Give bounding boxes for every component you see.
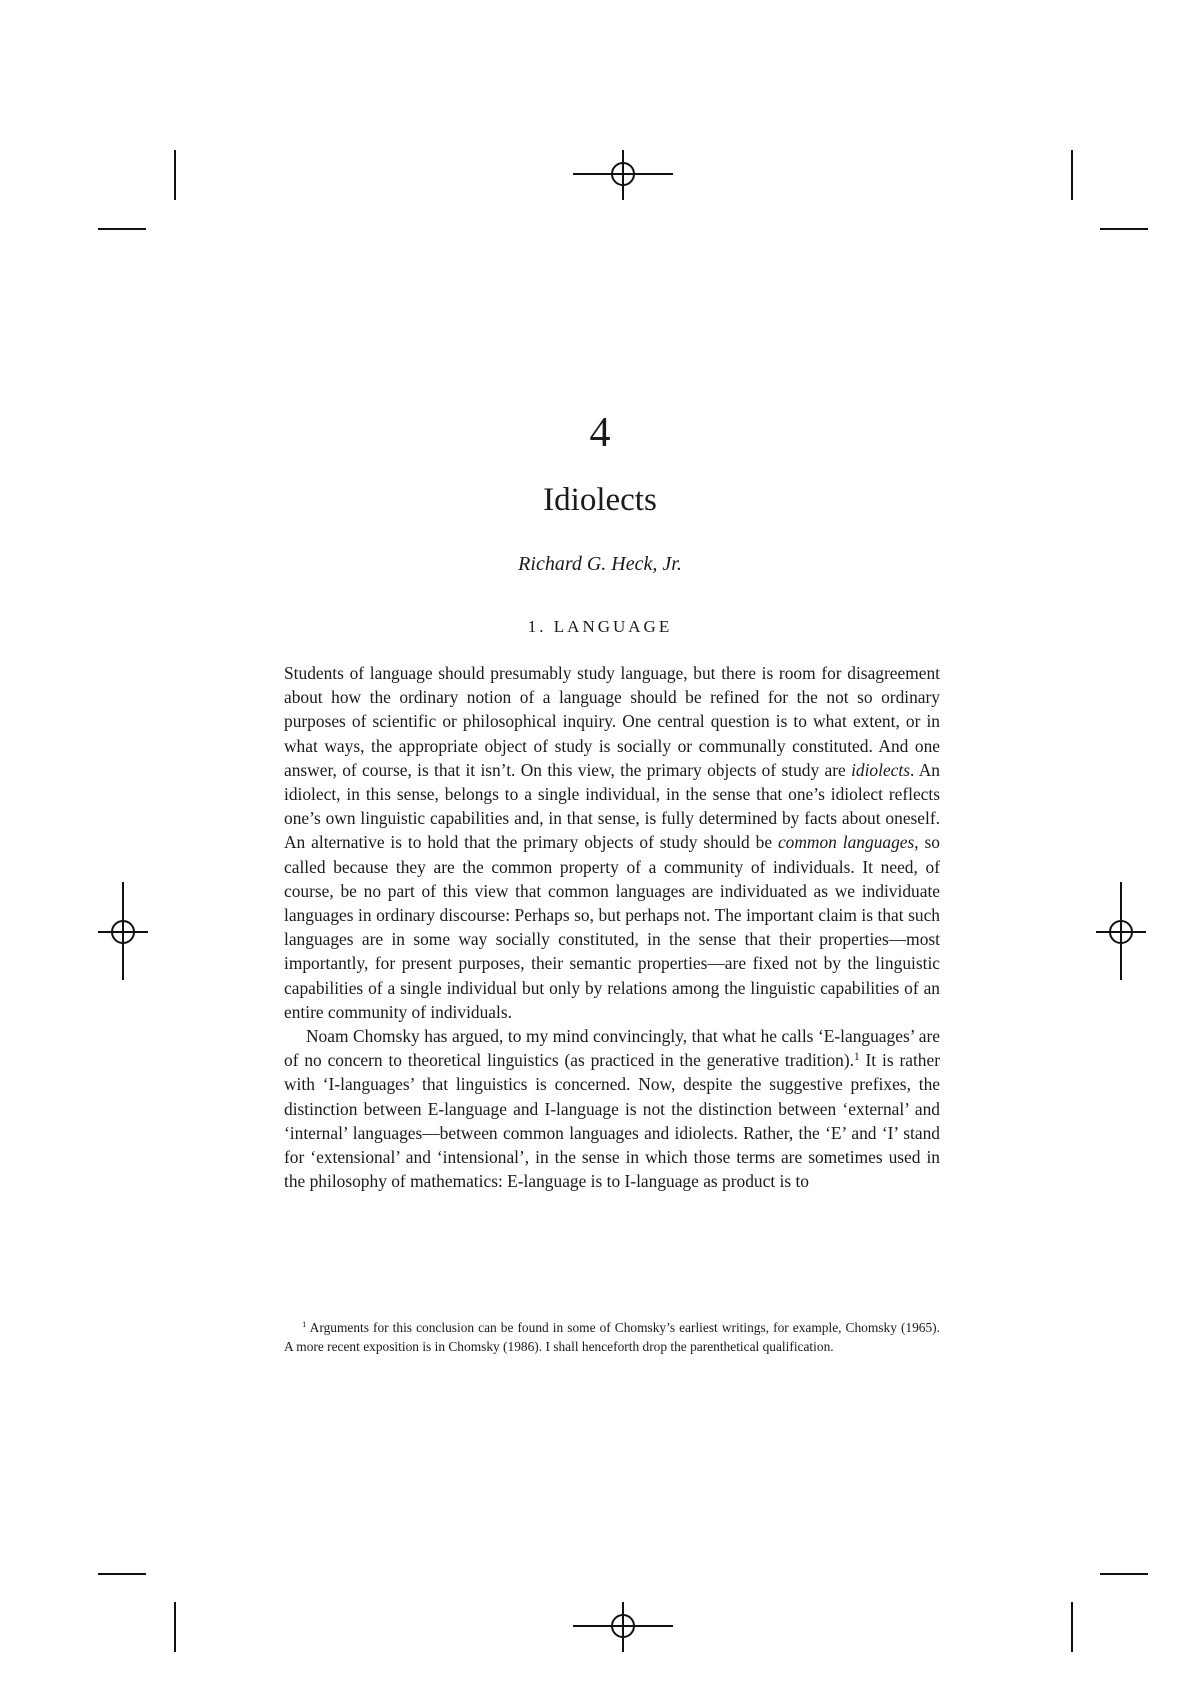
paragraph-1-part-1: Students of language should presumably study language, but there is room for disagreement about how the ordinary notion of a language should be refined for the not so ordinary purposes of scientific or philosophical inquiry. One central question is to what extent, or in what ways, the appropriate object of study is socially or communally constituted. And one answer, of course, is that it isn’t. On this view, the primary objects of study are [284,663,940,780]
footnote-reference[interactable]: 1 [854,1051,860,1064]
body-text [284,661,940,1193]
crop-mark-top-right [1072,150,1148,229]
paragraph-1 [284,661,940,1024]
footnote-text: Arguments for this conclusion can be found in some of Chomsky’s earliest writings, for example, Chomsky (1965). A more recent exposition is in Chomsky (1986). I shall henceforth drop the parenthetical qualification. [284,1320,940,1354]
crop-mark-bottom-left [98,1574,175,1652]
term-common-languages: common languages [777,832,915,853]
section-heading: 1. LANGUAGE [527,617,673,636]
crop-mark-top-left [98,150,175,229]
term-idiolects: idiolects [851,759,911,780]
footnote [284,1318,940,1356]
footnote-marker: 1 [302,1319,307,1330]
registration-target-right [1096,882,1146,980]
chapter-author: Richard G. Heck, Jr. [518,553,682,575]
paragraph-1-part-2: . An idiolect, in this sense, belongs to a single individual, in the sense that one’s idiolect reflects one’s own linguistic capabilities and, in that sense, is fully determined by facts about oneself. An alternative is to hold that the primary objects of study should be [284,759,940,853]
paragraph-2 [284,1024,940,1193]
chapter-title: Idiolects [543,482,657,518]
paragraph-2-part-2: It is rather with ‘I-languages’ that linguistics is concerned. Now, despite the suggestive prefixes, the distinction between E-language and I-language is not the distinction between ‘external’ and ‘internal’ languages—between common languages and idiolects. Rather, the ‘E’ and ‘I’ stand for ‘extensional’ and ‘intensional’, in the sense in which those terms are sometimes used in the philosophy of mathematics: E-language is to I-language as product is to [284,1050,940,1192]
paragraph-1-part-3: , so called because they are the common property of a community of individuals. It need, of course, be no part of this view that common languages are individuated as we individuate languages in ordinary discourse: Perhaps so, but perhaps not. The important claim is that such languages are in some way socially constituted, in the sense that their properties—most importantly, for present purposes, their semantic properties—are fixed not by the linguistic capabilities of a single individual but only by relations among the linguistic capabilities of an entire community of individuals. [284,832,940,1022]
registration-target-top [573,150,673,200]
paragraph-2-part-1: Noam Chomsky has argued, to my mind convincingly, that what he calls ‘E-languages’ are of no concern to theoretical linguistics (as practiced in the generative tradition). [284,1026,940,1071]
crop-mark-bottom-right [1072,1574,1148,1652]
chapter-number: 4 [589,410,611,456]
registration-target-bottom [573,1602,673,1652]
registration-target-left [98,882,148,980]
